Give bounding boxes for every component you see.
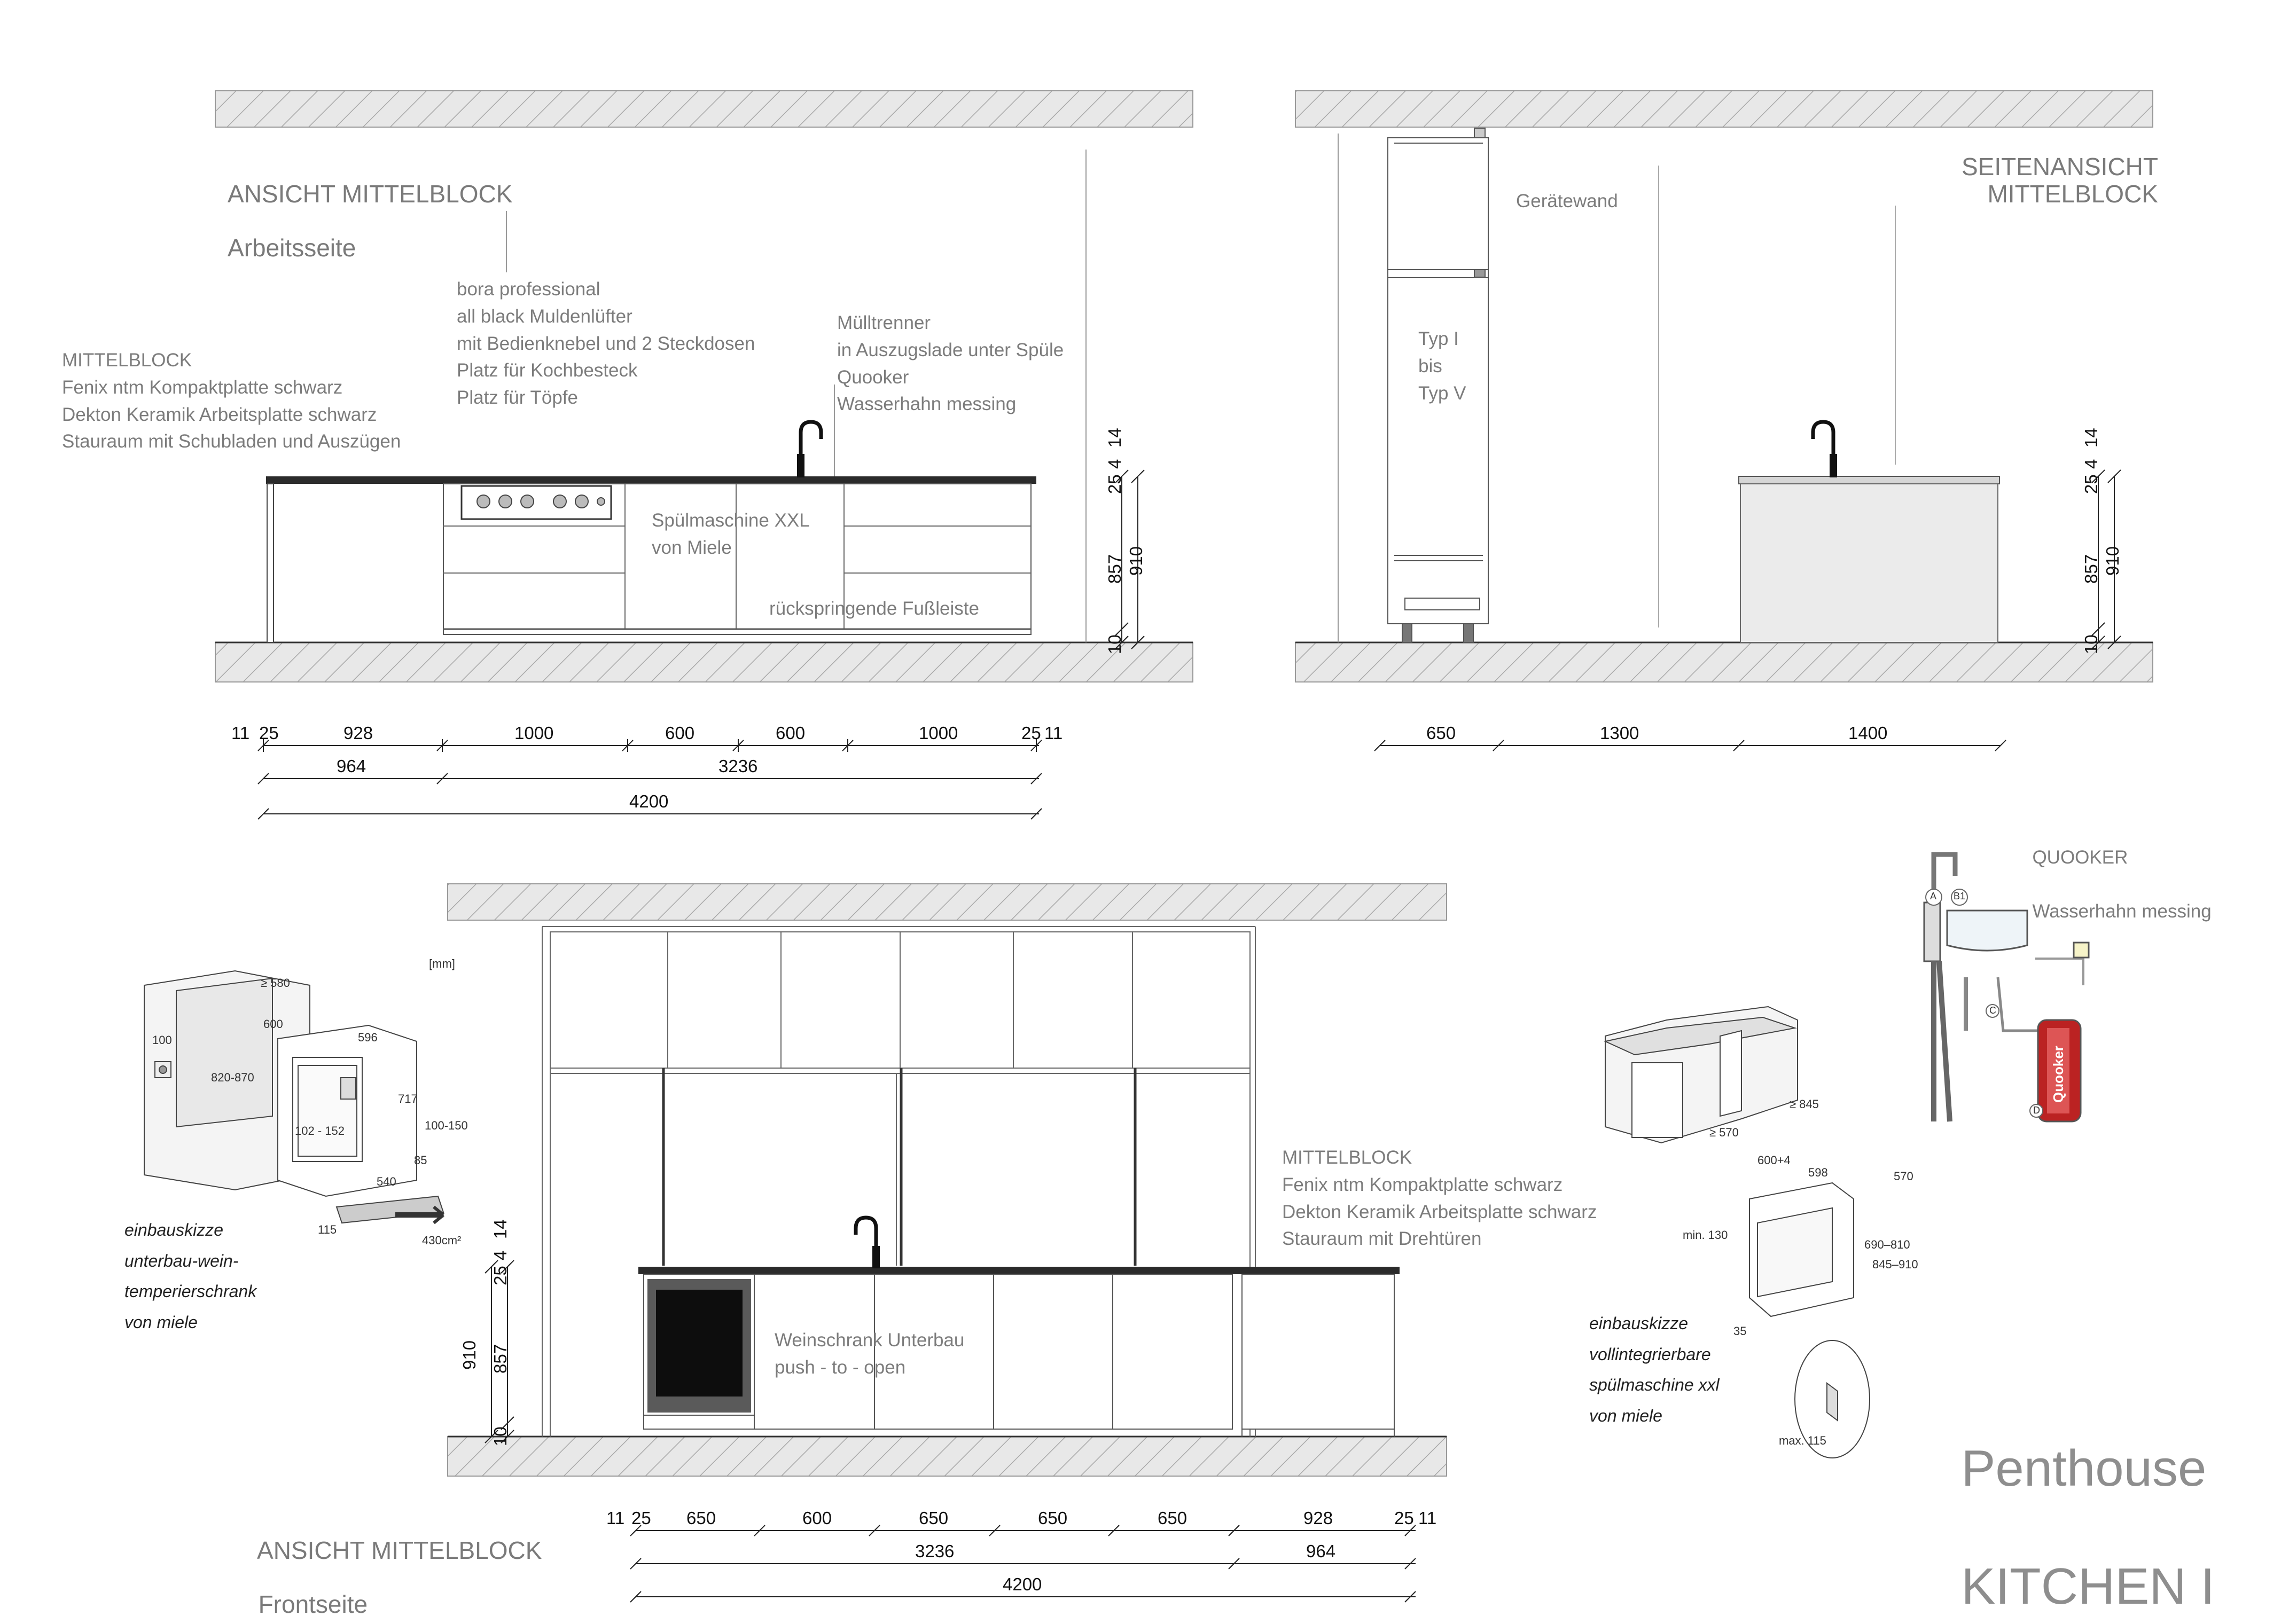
dim-front-964: 964 <box>1306 1541 1336 1561</box>
dim-front-650a: 650 <box>686 1508 716 1528</box>
vdim-front-857: 857 <box>490 1344 510 1374</box>
dim-side-650: 650 <box>1426 723 1456 743</box>
dim-work-964: 964 <box>337 756 366 776</box>
note-mittelblock-front: MITTELBLOCK Fenix ntm Kompaktplatte schwarz Dekton Keramik Arbeitsplatte schwarz Stauraum mit Drehtüren <box>1282 1147 1597 1250</box>
dim-work-1000a: 1000 <box>514 723 554 743</box>
countertop <box>266 476 1036 484</box>
wine-cabinet <box>647 1279 751 1413</box>
ceiling-slab-front <box>448 884 1447 920</box>
wine-dim-100-150: 100-150 <box>425 1119 468 1132</box>
side-panel-left <box>267 484 274 642</box>
label-wine-cabinet: Weinschrank Unterbau push - to - open <box>775 1330 965 1378</box>
view-front-title-main: ANSICHT MITTELBLOCK <box>257 1536 542 1564</box>
vdim-front-25: 25 <box>490 1266 510 1285</box>
dw-dim-570b: 570 <box>1894 1170 1913 1183</box>
view-work-subtitle: Arbeitsseite <box>228 233 356 262</box>
tap-icon-side <box>1813 422 1837 477</box>
dim-work-3236: 3236 <box>718 756 758 776</box>
dim-work-600a: 600 <box>665 723 695 743</box>
island-countertop-front <box>638 1267 1400 1274</box>
caption-dishwasher-sketch: einbauskizze vollintegrierbare spülmaschine xxl von miele <box>1589 1314 1720 1425</box>
dim-side-1400: 1400 <box>1848 723 1888 743</box>
quooker-brand: Quooker <box>2050 1046 2066 1103</box>
vdim-front-10: 10 <box>490 1426 510 1446</box>
dim-front-650c: 650 <box>1038 1508 1068 1528</box>
vdim-front-4: 4 <box>490 1250 510 1260</box>
dw-dim-570a: ≥ 570 <box>1709 1126 1739 1139</box>
island-doors <box>644 1274 1394 1437</box>
sheet-title-line1: Penthouse <box>1961 1440 2207 1497</box>
view-front-title <box>245 1510 542 1618</box>
wine-dim-540: 540 <box>377 1175 396 1188</box>
tap-icon-front <box>856 1218 880 1268</box>
vdim-front-910: 910 <box>459 1340 479 1370</box>
dim-front-4200: 4200 <box>1003 1574 1042 1594</box>
wine-dim-596: 596 <box>358 1031 378 1044</box>
dim-work-928: 928 <box>343 723 373 743</box>
sheet-title-line2: KITCHEN I <box>1961 1558 2215 1615</box>
vdim-10: 10 <box>1105 634 1124 654</box>
island-countertop <box>1739 476 1999 484</box>
dim-front-25b: 25 <box>1394 1508 1414 1528</box>
dim-work-25a: 25 <box>259 723 279 743</box>
dim-work-11b: 11 <box>1044 723 1063 743</box>
vdim-side-10: 10 <box>2081 634 2101 654</box>
dim-work-600b: 600 <box>776 723 806 743</box>
quooker-title <box>2022 817 2212 925</box>
view-front-subtitle: Frontseite <box>258 1590 368 1618</box>
vdim-14: 14 <box>1105 428 1124 448</box>
dim-front-650d: 650 <box>1158 1508 1188 1528</box>
quooker-subtitle: Wasserhahn messing <box>2032 901 2212 922</box>
wine-dim-717: 717 <box>398 1092 418 1105</box>
vdim-910: 910 <box>1126 546 1146 576</box>
dim-front-25a: 25 <box>631 1508 651 1528</box>
sheet-title <box>1933 1380 2215 1617</box>
note-mittelblock-work: MITTELBLOCK Fenix ntm Kompaktplatte schwarz Dekton Keramik Arbeitsplatte schwarz Stauraum mit Schubladen und Auszügen <box>62 350 401 452</box>
dim-side-1300: 1300 <box>1600 723 1639 743</box>
dw-dim-690: 690–810 <box>1864 1238 1910 1251</box>
quooker-callout-d: D <box>2033 1105 2040 1116</box>
dw-dim-845-910: 845–910 <box>1872 1258 1918 1271</box>
dw-dim-max115: max. 115 <box>1779 1434 1826 1447</box>
wine-dim-580: ≥ 580 <box>261 976 290 990</box>
vdim-side-25: 25 <box>2081 474 2101 494</box>
dw-dim-845: ≥ 845 <box>1790 1097 1819 1111</box>
label-geraetewand: Gerätewand <box>1516 191 1618 211</box>
label-typ: Typ I bis Typ V <box>1418 328 1466 404</box>
dim-work-25b: 25 <box>1021 723 1041 743</box>
ceiling-slab-side <box>1295 91 2153 127</box>
dim-front-928: 928 <box>1303 1508 1333 1528</box>
vdim-side-857: 857 <box>2081 554 2101 584</box>
quooker-title-main: QUOOKER <box>2032 846 2128 868</box>
vdim-front-14: 14 <box>490 1219 510 1239</box>
wine-dim-102: 102 - 152 <box>295 1124 345 1137</box>
floor-slab-front <box>448 1437 1447 1476</box>
floor-slab <box>215 642 1193 682</box>
vdim-857: 857 <box>1105 554 1124 584</box>
vdim-side-14: 14 <box>2081 428 2101 448</box>
wine-dim-600: 600 <box>263 1017 283 1031</box>
dim-front-3236: 3236 <box>915 1541 955 1561</box>
view-side-title: SEITENANSICHT MITTELBLOCK <box>1961 153 2158 208</box>
note-muell: Mülltrenner in Auszugslade unter Spüle Quooker Wasserhahn messing <box>837 312 1064 415</box>
dw-dim-600: 600+4 <box>1757 1154 1791 1167</box>
floor-slab-side <box>1295 642 2153 682</box>
dim-front-11b: 11 <box>1418 1508 1437 1528</box>
dim-front-600: 600 <box>802 1508 832 1528</box>
dw-dim-598: 598 <box>1808 1166 1828 1179</box>
wine-dim-115: 115 <box>318 1223 337 1236</box>
wine-dim-100: 100 <box>152 1033 172 1047</box>
dim-work-4200: 4200 <box>629 791 669 811</box>
vdim-4: 4 <box>1105 459 1124 469</box>
label-dishwasher: Spülmaschine XXL von Miele <box>652 510 810 558</box>
wine-dim-430: 430cm² <box>422 1234 462 1247</box>
ceiling-slab <box>215 91 1193 127</box>
quooker-callout-c: C <box>1989 1005 1996 1016</box>
view-work-title-main: ANSICHT MITTELBLOCK <box>228 179 513 208</box>
quooker-callout-b1: B1 <box>1954 891 1966 901</box>
dim-work-11a: 11 <box>231 723 250 743</box>
wine-dim-85: 85 <box>414 1154 427 1167</box>
dim-work-1000b: 1000 <box>919 723 958 743</box>
dw-dim-min130: min. 130 <box>1683 1228 1728 1242</box>
dim-front-11a: 11 <box>606 1508 625 1528</box>
dim-lines-side <box>1374 740 2006 751</box>
island-side <box>1740 484 1998 642</box>
vdim-25: 25 <box>1105 474 1124 494</box>
vdim-side-910: 910 <box>2103 546 2122 576</box>
caption-wine-sketch: einbauskizze unterbau-wein- temperierschrank von miele <box>124 1220 257 1332</box>
dim-front-650b: 650 <box>919 1508 949 1528</box>
view-work-title <box>215 153 512 261</box>
vdim-side-4: 4 <box>2081 459 2101 469</box>
dw-dim-35: 35 <box>1733 1324 1747 1338</box>
note-bora: bora professional all black Muldenlüfter mit Bedienknebel und 2 Steckdosen Platz für Kochbesteck Platz für Töpfe <box>457 279 755 408</box>
label-plinth: rückspringende Fußleiste <box>769 598 979 619</box>
wine-dim-820: 820-870 <box>211 1071 254 1084</box>
wine-unit: [mm] <box>429 957 455 970</box>
tap-icon <box>797 422 821 477</box>
quooker-callout-a: A <box>1930 891 1937 901</box>
